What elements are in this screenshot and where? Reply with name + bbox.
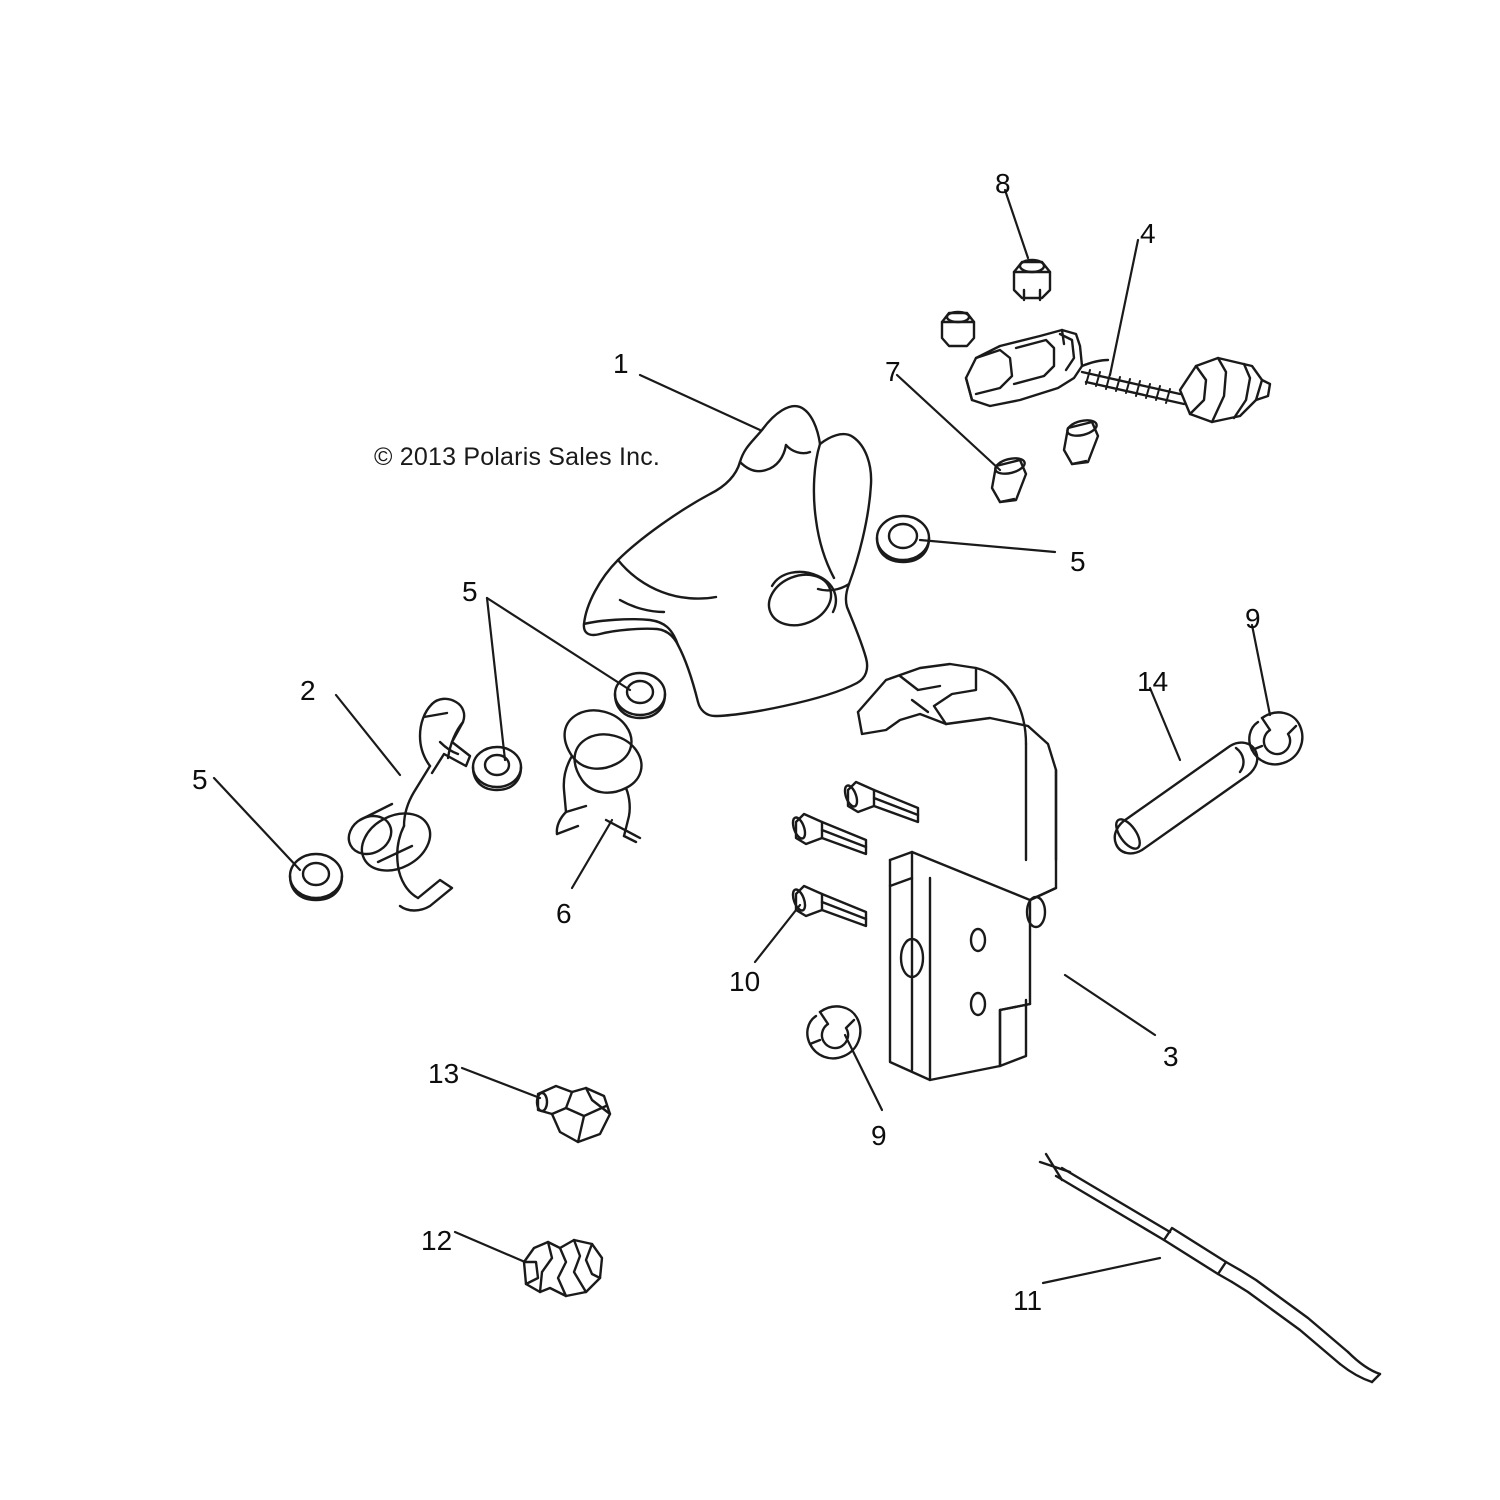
callout-9-right: 9: [1245, 603, 1261, 634]
part-push-nut-upper: [1014, 260, 1050, 300]
callout-10: 10: [729, 966, 761, 997]
part-brake-cable: [1040, 1154, 1380, 1382]
part-hex-bolt-lower: [791, 886, 866, 926]
part-bushing-mid: [615, 673, 665, 718]
callout-5-lower-left: 5: [192, 764, 208, 795]
part-pivot-shaft: [1112, 743, 1258, 854]
callout-8: 8: [995, 168, 1011, 199]
part-mounting-bracket: [858, 664, 1056, 1080]
callout-4: 4: [1140, 218, 1156, 249]
part-bushing-mid2: [473, 747, 521, 790]
part-bushing-lower-left: [290, 854, 342, 900]
callout-2: 2: [300, 675, 316, 706]
part-switch-pin-right: [1064, 418, 1098, 464]
callout-1: 1: [613, 348, 629, 379]
part-cable-clip: [524, 1240, 602, 1296]
part-switch-pin-left: [992, 456, 1026, 502]
callout-12: 12: [421, 1225, 453, 1256]
leader-lines: [214, 190, 1270, 1283]
callout-3: 3: [1163, 1041, 1179, 1072]
part-return-spring: [557, 710, 642, 842]
part-hex-bolt-top: [843, 782, 918, 822]
part-hex-bolt-middle: [791, 814, 866, 854]
callout-5-upper-right: 5: [1070, 546, 1086, 577]
copyright-notice: © 2013 Polaris Sales Inc.: [374, 443, 661, 471]
callout-7: 7: [885, 356, 901, 387]
part-brake-light-switch: [966, 330, 1270, 422]
callout-6: 6: [556, 898, 572, 929]
callout-9-lower: 9: [871, 1120, 887, 1151]
part-bushing-upper-right: [877, 516, 929, 562]
part-cable-fitting: [537, 1086, 610, 1142]
callout-5-middle: 5: [462, 576, 478, 607]
part-push-nut-lower: [942, 312, 974, 346]
part-e-clip-lower: [807, 1006, 860, 1058]
callout-11: 11: [1013, 1285, 1043, 1316]
callout-13: 13: [428, 1058, 460, 1089]
part-pedal-arm-bracket: [342, 699, 470, 911]
callout-14: 14: [1137, 666, 1169, 697]
